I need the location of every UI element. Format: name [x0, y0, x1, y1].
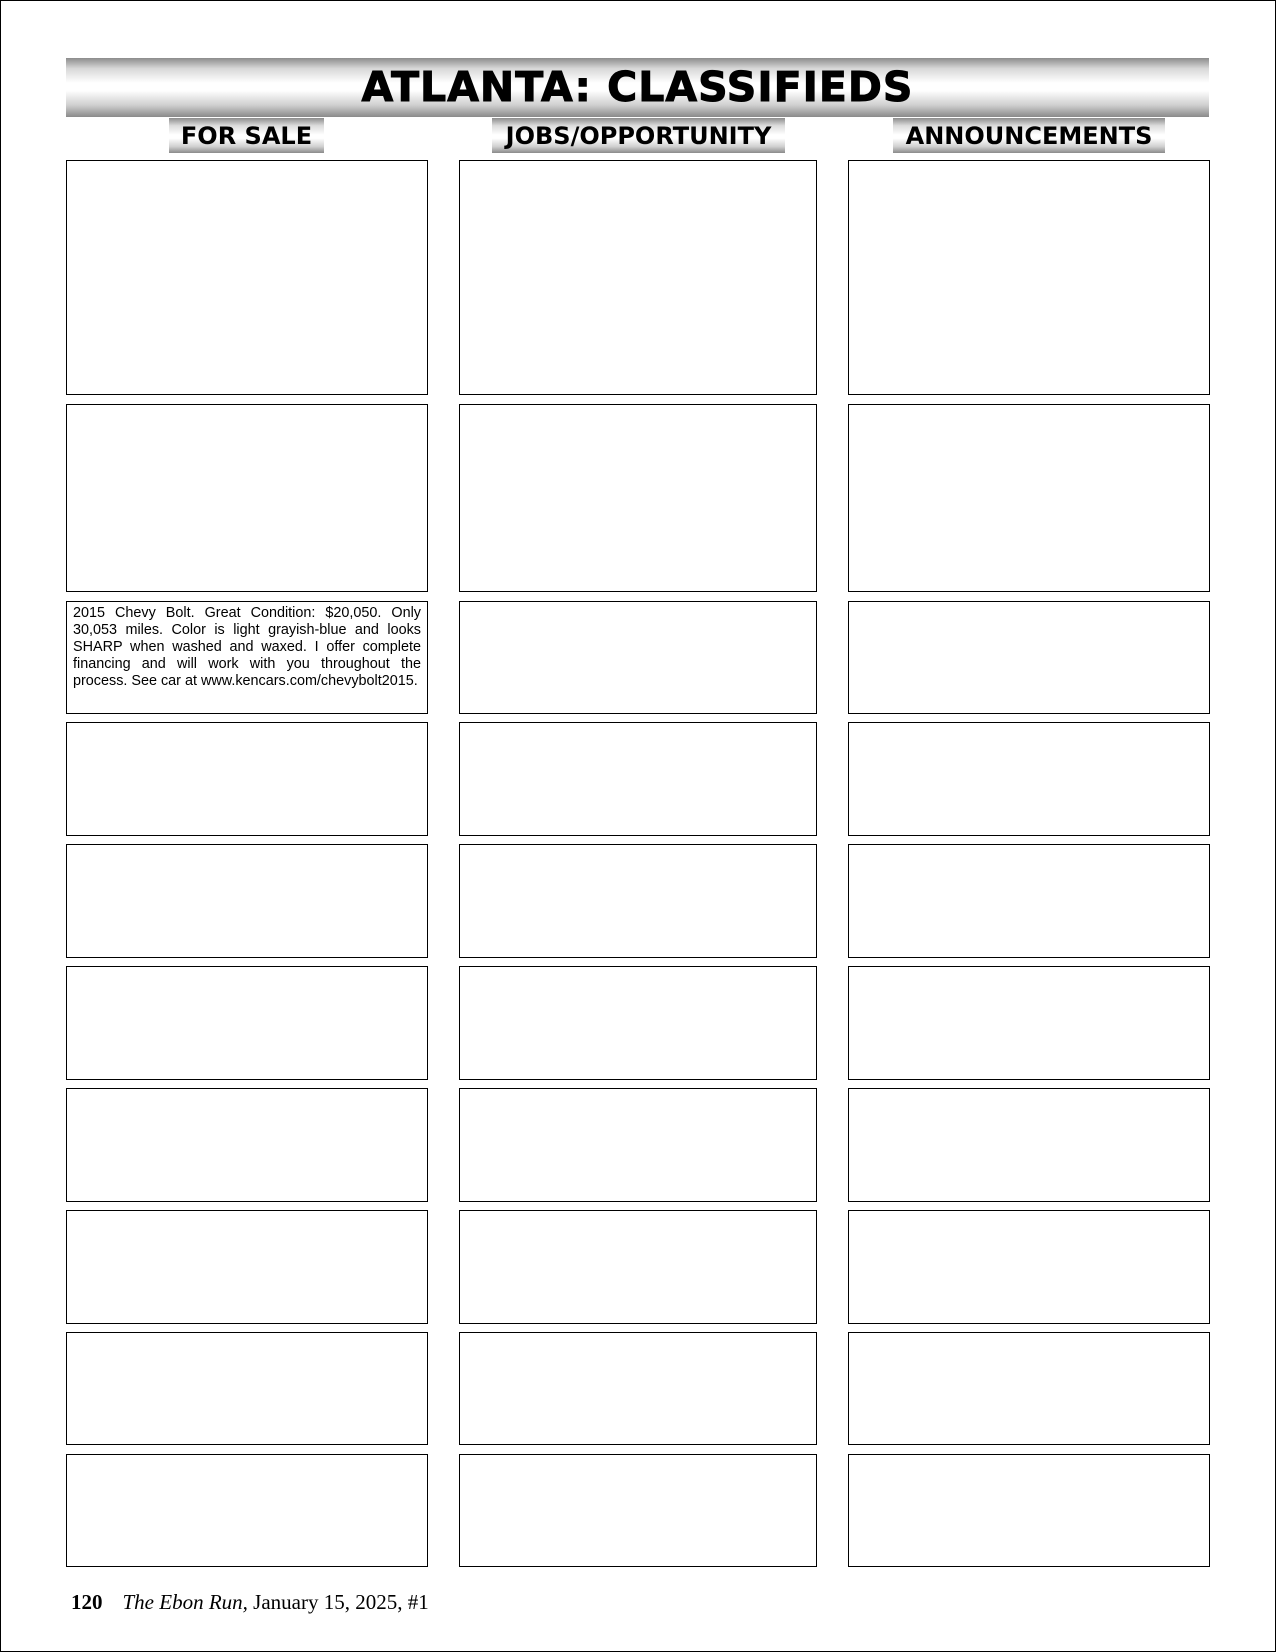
ad-box-jobs — [459, 1454, 817, 1567]
classified-ad-text: 2015 Chevy Bolt. Great Condition: $20,050. Only 30,053 miles. Color is light grayish-blue and looks SHARP when washed and waxed. I offer complete financing and will work with you throughout the process. See car at www.kencars.com/chevybolt2015. — [73, 605, 421, 689]
ad-box-announcements — [848, 1332, 1210, 1445]
ad-box-jobs — [459, 1332, 817, 1445]
ad-box-announcements — [848, 1088, 1210, 1202]
ad-box-jobs — [459, 844, 817, 958]
page-title: ATLANTA: CLASSIFIEDS — [361, 63, 914, 111]
ad-box-jobs — [459, 404, 817, 592]
ad-box-jobs — [459, 1210, 817, 1324]
ad-box-jobs — [459, 160, 817, 395]
ad-box-announcements — [848, 966, 1210, 1080]
ad-box-announcements — [848, 160, 1210, 395]
ad-box-for-sale — [66, 722, 428, 836]
column-header-jobs-opportunity — [492, 118, 785, 153]
ad-box-announcements — [848, 844, 1210, 958]
ad-box-jobs — [459, 1088, 817, 1202]
ad-box-for-sale — [66, 966, 428, 1080]
ad-box-jobs — [459, 966, 817, 1080]
publication-name: The Ebon Run, — [122, 1590, 248, 1614]
title-banner — [66, 58, 1209, 117]
column-header-label: JOBS/OPPORTUNITY — [505, 121, 772, 150]
ad-box-for-sale-chevy-bolt — [66, 601, 428, 714]
ad-box-jobs — [459, 722, 817, 836]
ad-box-announcements — [848, 722, 1210, 836]
ad-box-for-sale — [66, 1210, 428, 1324]
issue-date: January 15, 2025, #1 — [253, 1590, 429, 1614]
ad-box-for-sale — [66, 1088, 428, 1202]
ad-box-announcements — [848, 601, 1210, 714]
ad-box-announcements — [848, 404, 1210, 592]
column-header-for-sale — [169, 118, 324, 153]
ad-box-for-sale — [66, 844, 428, 958]
ad-box-for-sale — [66, 404, 428, 592]
page-footer — [71, 1590, 429, 1615]
column-header-announcements — [893, 118, 1165, 153]
column-header-label: ANNOUNCEMENTS — [905, 121, 1153, 150]
ad-box-announcements — [848, 1454, 1210, 1567]
ad-box-for-sale — [66, 1454, 428, 1567]
ad-box-for-sale — [66, 160, 428, 395]
page-number: 120 — [71, 1590, 103, 1614]
ad-box-for-sale — [66, 1332, 428, 1445]
ad-box-jobs — [459, 601, 817, 714]
ad-box-announcements — [848, 1210, 1210, 1324]
column-header-label: FOR SALE — [180, 121, 313, 150]
